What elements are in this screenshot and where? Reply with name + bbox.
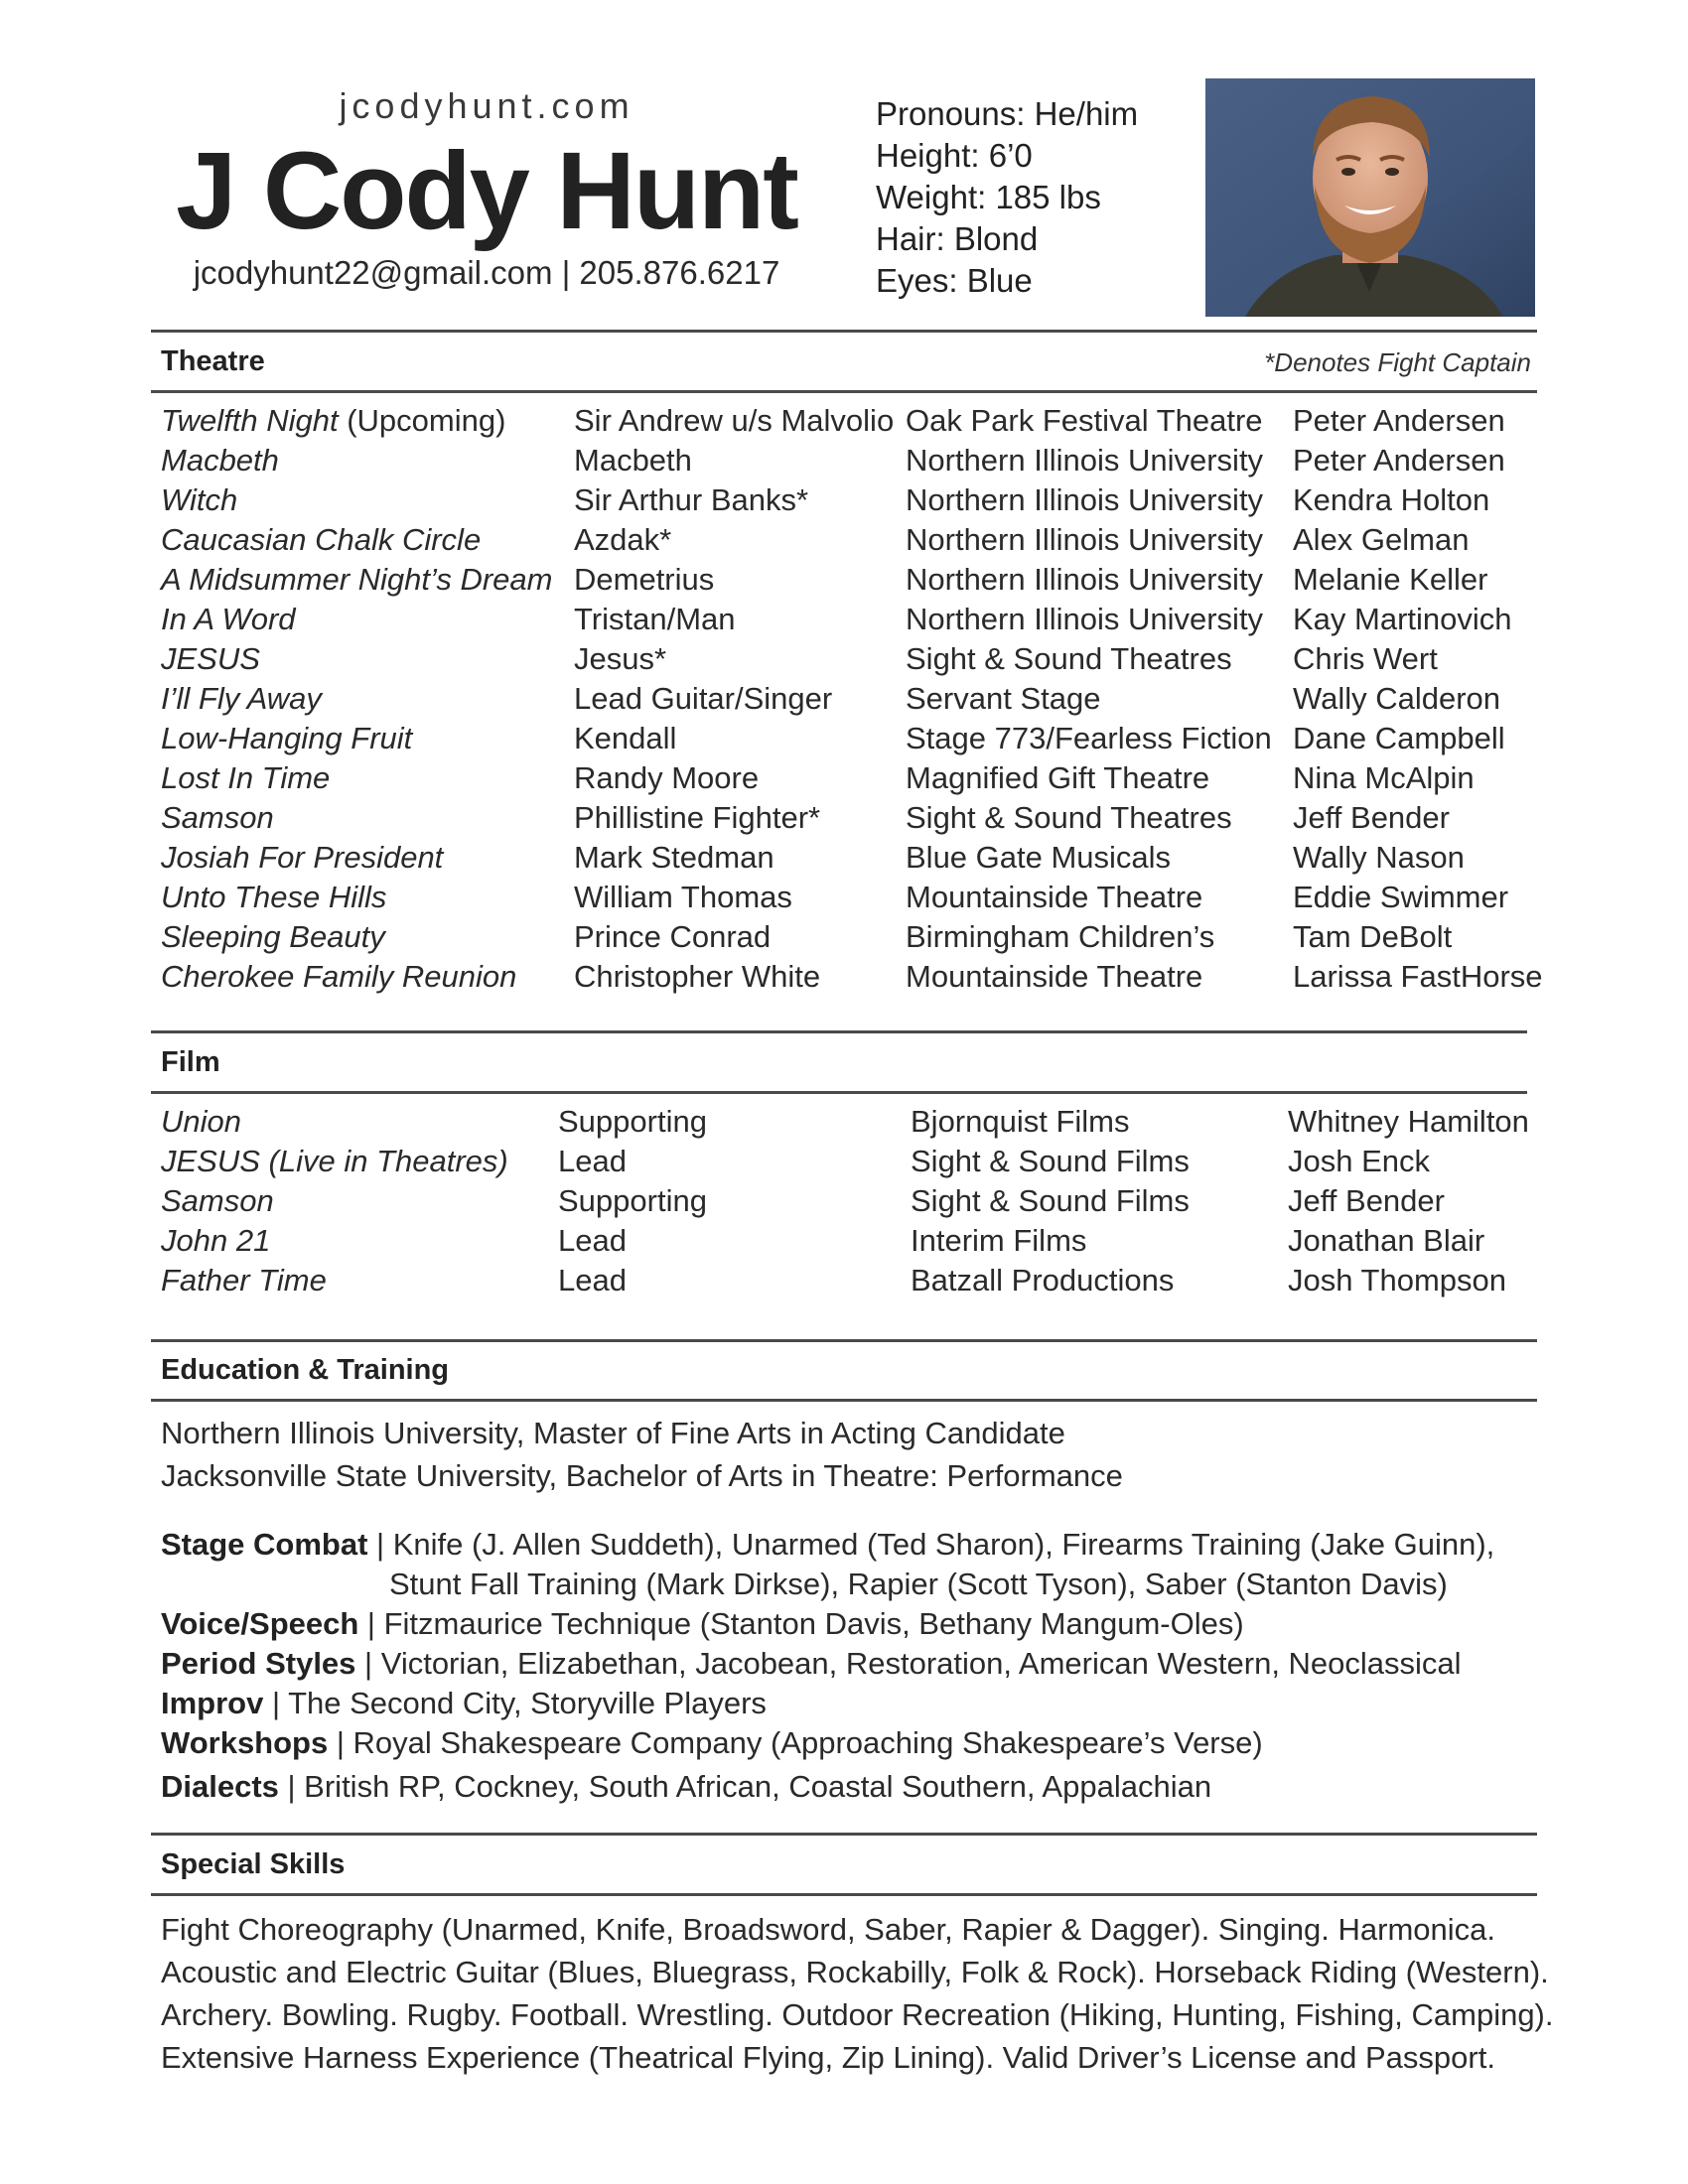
education-rule-bottom [151, 1399, 1537, 1402]
company: Stage 773/Fearless Fiction [906, 721, 1272, 755]
production-title: Father Time [161, 1263, 327, 1297]
role: Randy Moore [574, 760, 760, 795]
education-heading: Education & Training [161, 1354, 450, 1386]
role: Sir Andrew u/s Malvolio [574, 403, 895, 438]
training-label: Period Styles [161, 1646, 356, 1681]
website-link[interactable]: jcodyhunt.com [339, 85, 634, 126]
director: Alex Gelman [1293, 522, 1470, 557]
company: Bjornquist Films [911, 1104, 1130, 1139]
director: Josh Thompson [1288, 1263, 1506, 1297]
company: Northern Illinois University [906, 602, 1264, 636]
training-dialects [161, 1767, 1494, 1807]
theatre-heading: Theatre [161, 345, 265, 377]
role: Kendall [574, 721, 677, 755]
company: Batzall Productions [911, 1263, 1175, 1297]
stat-height: Height: 6’0 [876, 137, 1033, 174]
training-workshops [161, 1723, 1494, 1763]
production-title: Witch [161, 482, 238, 517]
skills-line: Acoustic and Electric Guitar (Blues, Bluegrass, Rockabilly, Folk & Rock). Horseback Riding (Western). [161, 1955, 1549, 1989]
film-rule-bottom [151, 1091, 1527, 1094]
stat-eyes: Eyes: Blue [876, 262, 1033, 299]
role: Supporting [558, 1183, 707, 1218]
training-improv [161, 1684, 1494, 1723]
degrees [161, 1412, 1123, 1497]
training-label: Improv [161, 1686, 264, 1720]
film-heading: Film [161, 1046, 220, 1078]
training-stage-combat-cont: Stunt Fall Training (Mark Dirkse), Rapier (Scott Tyson), Saber (Stanton Davis) [389, 1567, 1448, 1601]
production-title: Macbeth [161, 443, 279, 478]
director: Josh Enck [1288, 1144, 1431, 1178]
director: Kay Martinovich [1293, 602, 1512, 636]
skills-rule-top [151, 1833, 1537, 1836]
production-title: JESUS (Live in Theatres) [161, 1144, 508, 1178]
role: Azdak* [574, 522, 672, 557]
production-title: Samson [161, 800, 274, 835]
director: Kendra Holton [1293, 482, 1490, 517]
director: Nina McAlpin [1293, 760, 1475, 795]
director: Whitney Hamilton [1288, 1104, 1529, 1139]
production-title: Josiah For President [161, 840, 444, 875]
director: Eddie Swimmer [1293, 880, 1509, 914]
role: Supporting [558, 1104, 707, 1139]
role: Mark Stedman [574, 840, 774, 875]
director: Larissa FastHorse [1293, 959, 1543, 994]
training-stage-combat [161, 1525, 1494, 1565]
training-detail: | The Second City, Storyville Players [263, 1686, 767, 1720]
company: Sight & Sound Theatres [906, 641, 1232, 676]
fight-captain-note: *Denotes Fight Captain [1264, 347, 1531, 377]
production-title: John 21 [161, 1223, 271, 1258]
production-title: Lost In Time [161, 760, 331, 795]
role: Christopher White [574, 959, 821, 994]
company: Northern Illinois University [906, 522, 1264, 557]
stat-weight: Weight: 185 lbs [876, 179, 1101, 215]
production-title: Unto These Hills [161, 880, 387, 914]
film-rule-top [151, 1030, 1527, 1033]
training-period [161, 1644, 1494, 1684]
theatre-rule-bottom [151, 390, 1537, 393]
degree-ba: Jacksonville State University, Bachelor of Arts in Theatre: Performance [161, 1458, 1123, 1493]
headshot-photo [1205, 78, 1535, 317]
skills-line: Fight Choreography (Unarmed, Knife, Broadsword, Saber, Rapier & Dagger). Singing. Harmonica. [161, 1912, 1495, 1947]
training-label: Voice/Speech [161, 1606, 359, 1641]
company: Northern Illinois University [906, 482, 1264, 517]
production-title: Cherokee Family Reunion [161, 959, 517, 994]
director: Jeff Bender [1288, 1183, 1445, 1218]
production-title: Union [161, 1104, 241, 1139]
company: Servant Stage [906, 681, 1101, 716]
company: Northern Illinois University [906, 443, 1264, 478]
company: Sight & Sound Films [911, 1144, 1190, 1178]
director: Dane Campbell [1293, 721, 1505, 755]
director: Chris Wert [1293, 641, 1438, 676]
skills-rule-bottom [151, 1893, 1537, 1896]
degree-mfa: Northern Illinois University, Master of Fine Arts in Acting Candidate [161, 1416, 1065, 1450]
company: Sight & Sound Films [911, 1183, 1190, 1218]
role: Demetrius [574, 562, 715, 597]
training-label: Dialects [161, 1769, 279, 1804]
skills-line: Extensive Harness Experience (Theatrical Flying, Zip Lining). Valid Driver’s License and Passport. [161, 2040, 1495, 2075]
role: Lead Guitar/Singer [574, 681, 833, 716]
actor-name: J Cody Hunt [176, 130, 797, 252]
stat-hair: Hair: Blond [876, 220, 1039, 257]
theatre-rule-top [151, 330, 1537, 333]
actor-stats [876, 93, 1138, 302]
production-title: Caucasian Chalk Circle [161, 522, 482, 557]
training-label: Stage Combat [161, 1527, 368, 1562]
skills-line: Archery. Bowling. Rugby. Football. Wrestling. Outdoor Recreation (Hiking, Hunting, Fishing, Camping). [161, 1997, 1554, 2032]
role: Tristan/Man [574, 602, 736, 636]
training-detail: | Victorian, Elizabethan, Jacobean, Restoration, American Western, Neoclassical [355, 1646, 1462, 1681]
company: Mountainside Theatre [906, 880, 1203, 914]
role: Lead [558, 1144, 627, 1178]
role: Macbeth [574, 443, 692, 478]
company: Magnified Gift Theatre [906, 760, 1210, 795]
company: Birmingham Children’s [906, 919, 1215, 954]
director: Jeff Bender [1293, 800, 1450, 835]
director: Tam DeBolt [1293, 919, 1453, 954]
director: Wally Nason [1293, 840, 1465, 875]
training-detail: | Royal Shakespeare Company (Approaching Shakespeare’s Verse) [328, 1725, 1263, 1760]
training-label: Workshops [161, 1725, 329, 1760]
production-title: Sleeping Beauty [161, 919, 385, 954]
director: Wally Calderon [1293, 681, 1501, 716]
director: Peter Andersen [1293, 443, 1505, 478]
education-rule-top [151, 1339, 1537, 1342]
skills-heading: Special Skills [161, 1848, 346, 1880]
company: Mountainside Theatre [906, 959, 1203, 994]
stat-pronouns: Pronouns: He/him [876, 95, 1139, 132]
training-detail: | Knife (J. Allen Suddeth), Unarmed (Ted Sharon), Firearms Training (Jake Guinn), [367, 1527, 1495, 1562]
role: Lead [558, 1223, 627, 1258]
skills-list [161, 1908, 1554, 2079]
role: Jesus* [574, 641, 667, 676]
production-title: Samson [161, 1183, 274, 1218]
production-title: JESUS [161, 641, 260, 676]
role: Lead [558, 1263, 627, 1297]
company: Northern Illinois University [906, 562, 1264, 597]
company: Blue Gate Musicals [906, 840, 1172, 875]
director: Melanie Keller [1293, 562, 1488, 597]
company: Oak Park Festival Theatre [906, 403, 1263, 438]
training-detail: | Fitzmaurice Technique (Stanton Davis, Bethany Mangum-Oles) [358, 1606, 1244, 1641]
role: William Thomas [574, 880, 792, 914]
director: Jonathan Blair [1288, 1223, 1485, 1258]
training-detail: | British RP, Cockney, South African, Coastal Southern, Appalachian [278, 1769, 1212, 1804]
company: Sight & Sound Theatres [906, 800, 1232, 835]
training-list [161, 1525, 1494, 1807]
production-title: Twelfth Night (Upcoming) [161, 403, 506, 438]
company: Interim Films [911, 1223, 1087, 1258]
role: Sir Arthur Banks* [574, 482, 809, 517]
production-title: A Midsummer Night’s Dream [161, 562, 553, 597]
training-voice [161, 1604, 1494, 1644]
role: Prince Conrad [574, 919, 772, 954]
production-title: In A Word [161, 602, 296, 636]
role: Phillistine Fighter* [574, 800, 821, 835]
director: Peter Andersen [1293, 403, 1505, 438]
production-title: I’ll Fly Away [161, 681, 322, 716]
contact-info: jcodyhunt22@gmail.com | 205.876.6217 [193, 254, 780, 291]
production-title: Low-Hanging Fruit [161, 721, 413, 755]
